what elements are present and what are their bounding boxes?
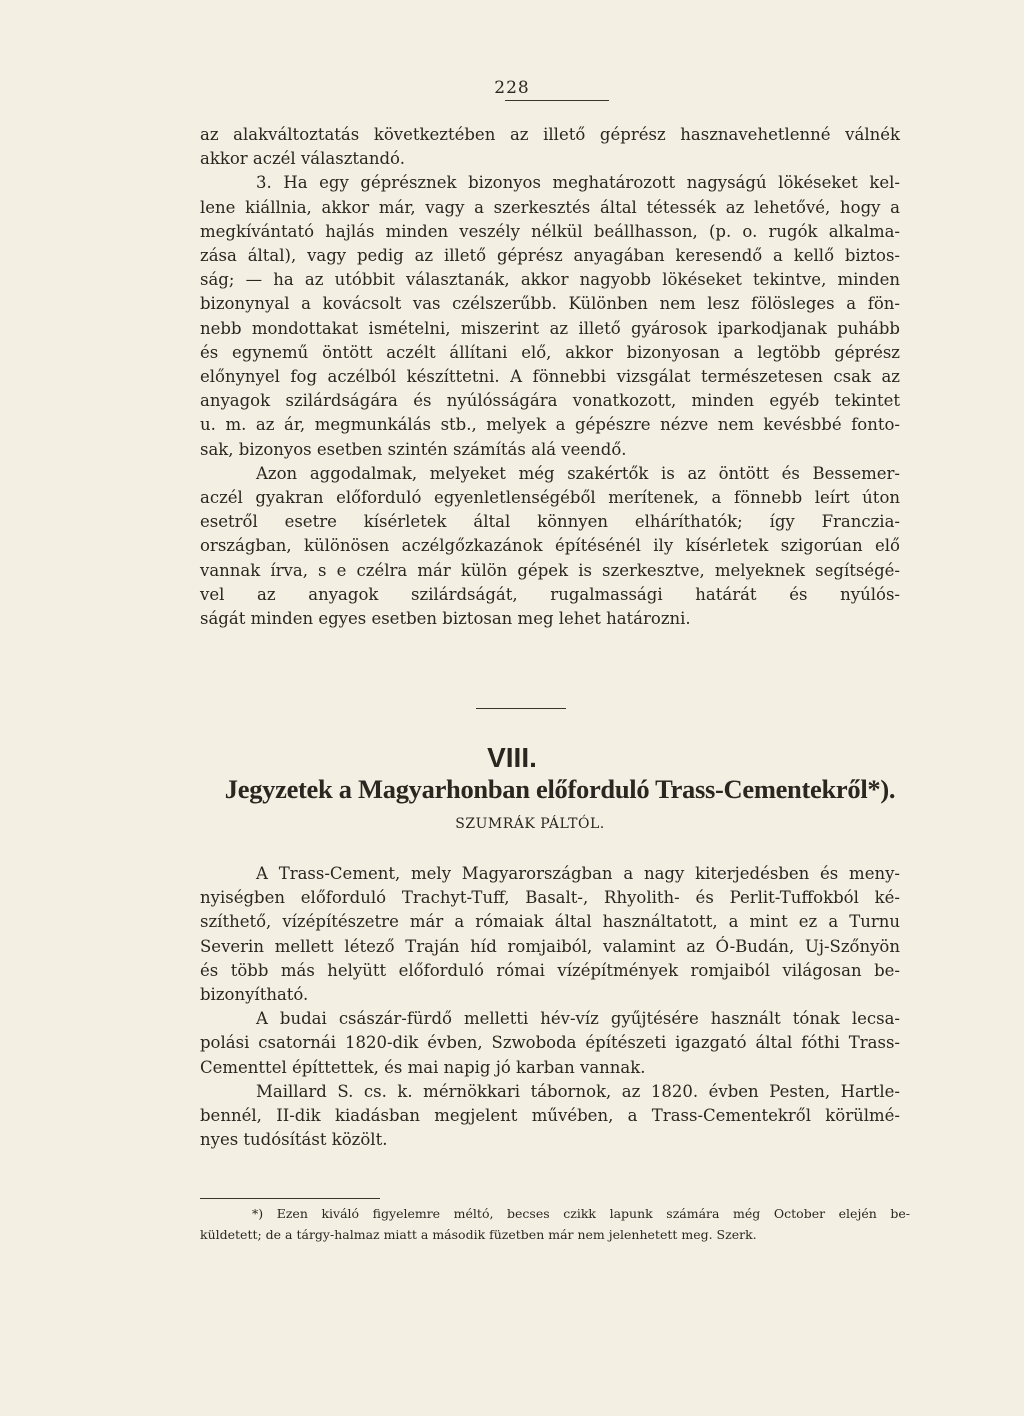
text-line: anyagok szilárdságára és nyúlósságára vonatkozott, minden egyéb tekintet xyxy=(200,391,900,411)
text-line: u. m. az ár, megmunkálás stb., melyek a gépészre nézve nem kevésbbé fonto- xyxy=(200,415,900,435)
text-line: vannak írva, s e czélra már külön gépek is szerkesztve, melyeknek segítségé- xyxy=(200,560,900,580)
text-line: Azon aggodalmak, melyeket még szakértők is az öntött és Bessemer- xyxy=(256,463,900,483)
section-divider xyxy=(476,708,566,709)
text-line: szíthető, vízépítészetre már a rómaiak által használtatott, a mint ez a Turnu xyxy=(200,912,900,932)
text-line: zása által), vagy pedig az illető géprész anyagában keresendő a kellő biztos- xyxy=(200,246,900,266)
text-line: aczél gyakran előforduló egyenletlenségéből merítenek, a fönnebb leírt úton xyxy=(200,488,900,508)
text-line: nyes tudósítást közölt. xyxy=(200,1130,388,1150)
text-line: bizonynyal a kovácsolt vas czélszerűbb. Különben nem lesz fölösleges a fön- xyxy=(200,294,900,314)
text-line: országban, különösen aczélgőzkazánok építésénél ily kísérletek szigorúan elő xyxy=(200,536,900,556)
text-line: megkívántató hajlás minden veszély nélkül beállhasson, (p. o. rugók alkalma- xyxy=(200,221,900,241)
text-line: esetről esetre kísérletek által könnyen elháríthatók; így Franczia- xyxy=(200,512,900,532)
text-line: vel az anyagok szilárdságát, rugalmassági határát és nyúlós- xyxy=(200,584,900,604)
section-title: Jegyzetek a Magyarhonban előforduló Trass-Cementekről*). xyxy=(224,774,896,804)
text-line: nyiségben előforduló Trachyt-Tuff, Basalt-, Rhyolith- és Perlit-Tuffokból ké- xyxy=(200,888,900,908)
text-line: nebb mondottakat ismételni, miszerint az illető gyárosok iparkodjanak puhább xyxy=(200,318,900,338)
page-number: 228 xyxy=(494,78,530,98)
text-line: Severin mellett létező Traján híd romjaiból, valamint az Ó-Budán, Uj-Szőnyön xyxy=(200,936,900,956)
text-line: akkor aczél választandó. xyxy=(200,149,405,169)
text-line: A Trass-Cement, mely Magyarországban a nagy kiterjedésben és meny- xyxy=(256,864,900,883)
text-line: 3. Ha egy géprésznek bizonyos meghatározott nagyságú lökéseket kel- xyxy=(256,173,900,193)
text-line: előnynyel fog aczélból készíttetni. A fönnebbi vizsgálat természetesen csak az xyxy=(200,367,900,387)
text-line: ságát minden egyes esetben biztosan meg lehet határozni. xyxy=(200,609,691,629)
text-line: és egynemű öntött aczélt állítani elő, akkor bizonyosan a legtöbb géprész xyxy=(200,342,900,362)
text-line: sak, bizonyos esetben szintén számítás alá veendő. xyxy=(200,439,627,459)
body-text-lower xyxy=(200,862,900,1152)
text-line: polási csatornái 1820-dik évben, Szwoboda építészeti igazgató által fóthi Trass- xyxy=(200,1033,900,1053)
text-line: lene kiállnia, akkor már, vagy a szerkesztés által tétessék az lehetővé, hogy a xyxy=(200,197,900,217)
footnote xyxy=(200,1203,910,1245)
body-text-upper xyxy=(200,123,900,631)
section-author: SZUMRÁK PÁLTÓL. xyxy=(455,816,605,832)
text-line: Cementtel építtettek, és mai napig jó karban vannak. xyxy=(200,1057,646,1077)
page-number-rule xyxy=(505,100,609,101)
text-line: bennél, II-dik kiadásban megjelent művében, a Trass-Cementekről körülmé- xyxy=(200,1106,900,1126)
footnote-line: *) Ezen kiváló figyelemre méltó, becses czikk lapunk számára még October elején be- xyxy=(252,1206,910,1221)
text-line: és több más helyütt előforduló római vízépítmények romjaiból világosan be- xyxy=(200,960,900,980)
text-line: az alakváltoztatás következtében az illető géprész hasznavehetlenné válnék xyxy=(200,125,900,144)
text-line: Maillard S. cs. k. mérnökkari tábornok, az 1820. évben Pesten, Hartle- xyxy=(256,1081,900,1101)
text-line: A budai császár-fürdő melletti hév-víz gyűjtésére használt tónak lecsa- xyxy=(256,1009,900,1029)
section-number: VIII. xyxy=(487,742,537,773)
footnote-rule xyxy=(200,1198,380,1199)
footnote-line: küldetett; de a tárgy-halmaz miatt a második füzetben már nem jelenhetett meg. Szerk. xyxy=(200,1227,757,1242)
text-line: ság; — ha az utóbbit választanák, akkor nagyobb lökéseket tekintve, minden xyxy=(200,270,900,290)
text-line: bizonyítható. xyxy=(200,985,309,1005)
